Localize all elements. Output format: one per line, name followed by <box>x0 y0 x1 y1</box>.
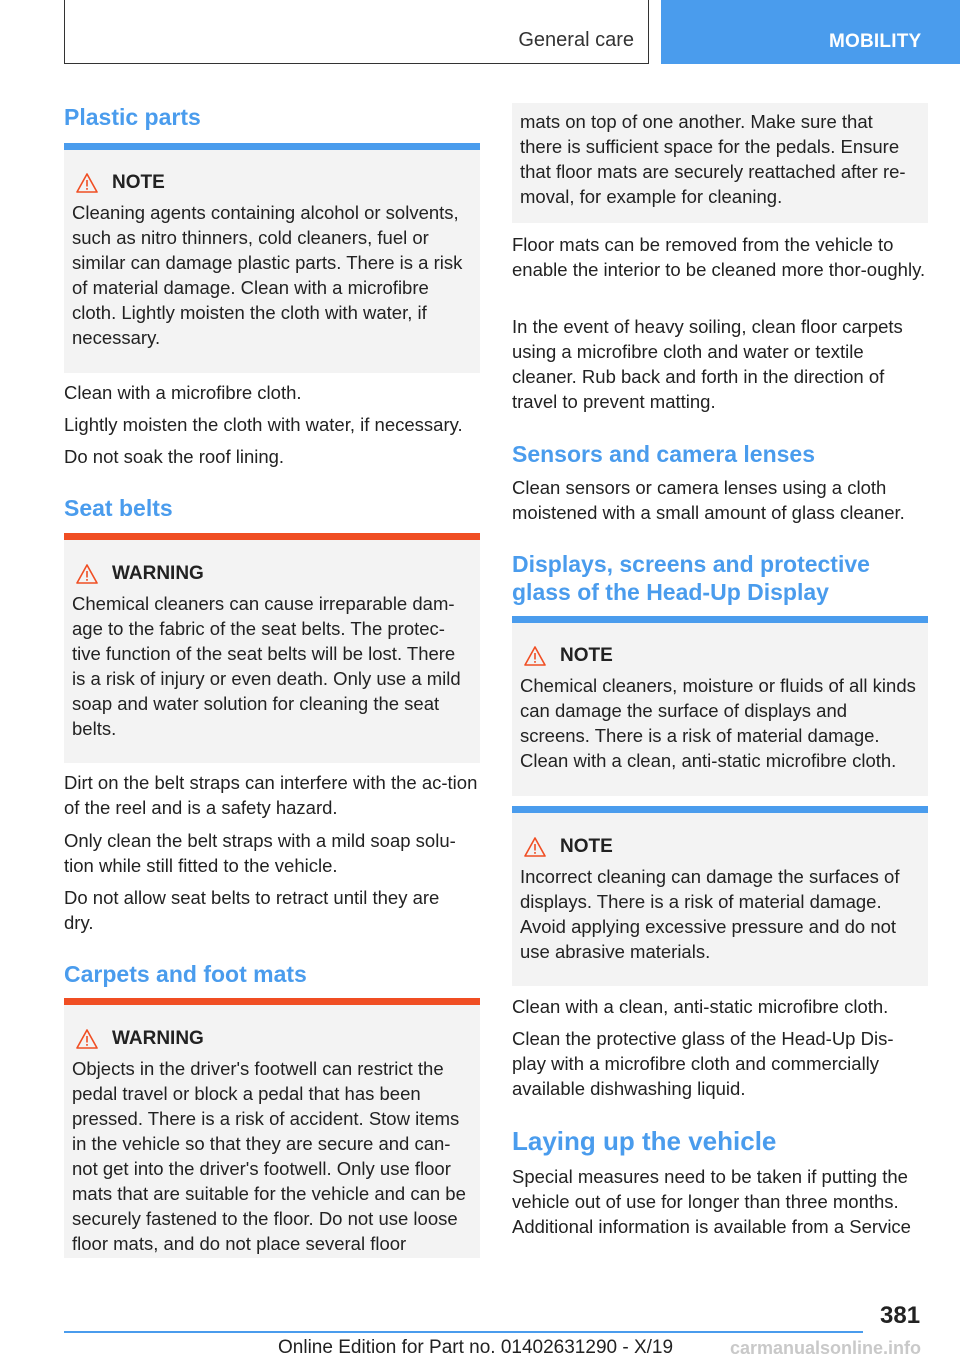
warning-box-carpets <box>64 998 480 1258</box>
note-box-plastic <box>64 143 480 373</box>
footer-divider <box>64 1331 863 1333</box>
paragraph: Dirt on the belt straps can interfere with the ac‐tion of the reel and is a safety hazard. <box>64 772 478 818</box>
paragraph: Only clean the belt straps with a mild soap solu‐tion while still fitted to the vehicle. <box>64 830 456 876</box>
note-bar <box>64 143 480 150</box>
page-number: 381 <box>880 1302 921 1329</box>
warning-label: WARNING <box>112 563 204 584</box>
footer-edition: Online Edition for Part no. 01402631290 - X/19 <box>278 1337 674 1358</box>
heading-displays-line2: glass of the Head-Up Display <box>512 579 829 605</box>
paragraph: In the event of heavy soiling, clean floor carpets using a microfibre cloth and water or textile cleaner. Rub back and forth in the direction of travel to prevent matting. <box>512 316 903 412</box>
paragraph: Do not soak the roof lining. <box>64 446 285 467</box>
warning-bar <box>64 998 480 1005</box>
note-text: Incorrect cleaning can damage the surfaces of displays. There is a risk of material damage. Avoid applying excessive pressure and do not use abrasive materials. <box>520 866 900 962</box>
warning-triangle-icon <box>524 646 546 666</box>
note-box-displays-2 <box>512 806 928 986</box>
paragraph: Clean with a microfibre cloth. <box>64 382 302 403</box>
warning-box-seat-belts <box>64 533 480 763</box>
heading-laying-up: Laying up the vehicle <box>512 1126 777 1156</box>
heading-carpets: Carpets and foot mats <box>64 961 307 987</box>
paragraph: Lightly moisten the cloth with water, if necessary. <box>64 414 463 435</box>
warning-triangle-icon <box>76 564 98 584</box>
watermark: carmanualsonline.info <box>730 1338 922 1358</box>
paragraph: Clean sensors or camera lenses using a cloth moistened with a small amount of glass cleaner. <box>512 477 905 523</box>
warning-triangle-icon <box>76 173 98 193</box>
heading-plastic-parts: Plastic parts <box>64 104 201 130</box>
heading-sensors: Sensors and camera lenses <box>512 441 815 467</box>
header-section-title: General care <box>518 29 634 51</box>
note-label: NOTE <box>112 172 165 193</box>
heading-displays-line1: Displays, screens and protective <box>512 551 870 577</box>
heading-seat-belts: Seat belts <box>64 495 173 521</box>
note-bar <box>512 616 928 623</box>
paragraph: Do not allow seat belts to retract until they are dry. <box>64 887 440 933</box>
warning-triangle-icon <box>76 1029 98 1049</box>
note-label: NOTE <box>560 645 613 666</box>
paragraph: Floor mats can be removed from the vehicle to enable the interior to be cleaned more thor‐oughly. <box>512 234 926 280</box>
warning-triangle-icon <box>524 837 546 857</box>
header-chapter-tab: MOBILITY <box>661 0 960 64</box>
warning-box-carpets-continued <box>512 103 928 223</box>
warning-label: WARNING <box>112 1028 204 1049</box>
warning-text: Chemical cleaners can cause irreparable dam‐age to the fabric of the seat belts. The protec‐tive function of the seat belts will be lost. There is a risk of injury or even death. Only use a mild soap and water solution for cleaning the seat belts. <box>72 593 461 739</box>
warning-text: Objects in the driver's footwell can restrict the pedal travel or block a pedal that has been pressed. There is a risk of accident. Stow items in the vehicle so that they are secure and can‐not get into the driver's footwell. Only use floor mats that are suitable for the vehicle and can be securely fastened to the floor. Do not use loose floor mats, and do not place several floor <box>72 1058 466 1254</box>
warning-text-continued: mats on top of one another. Make sure that there is sufficient space for the pedals. Ensure that floor mats are securely reattached after re‐moval, for example for cleaning. <box>520 111 906 207</box>
note-bar <box>512 806 928 813</box>
paragraph: Clean the protective glass of the Head-Up Dis‐play with a microfibre cloth and commercially available dishwashing liquid. <box>512 1028 894 1099</box>
note-label: NOTE <box>560 836 613 857</box>
paragraph: Clean with a clean, anti-static microfibre cloth. <box>512 996 889 1017</box>
note-box-displays-1 <box>512 616 928 796</box>
note-text: Cleaning agents containing alcohol or solvents, such as nitro thinners, cold cleaners, fuel or similar can damage plastic parts. There is a risk of material damage. Clean with a microfibre cloth. Lightly moisten the cloth with water, if necessary. <box>72 202 463 348</box>
paragraph: Special measures need to be taken if putting the vehicle out of use for longer than three months. Additional information is available from a Service <box>512 1166 911 1237</box>
header-section-box <box>64 0 649 64</box>
warning-bar <box>64 533 480 540</box>
note-text: Chemical cleaners, moisture or fluids of all kinds can damage the surface of displays and screens. There is a risk of material damage. Clean with a clean, anti-static microfibre cloth. <box>520 675 916 771</box>
